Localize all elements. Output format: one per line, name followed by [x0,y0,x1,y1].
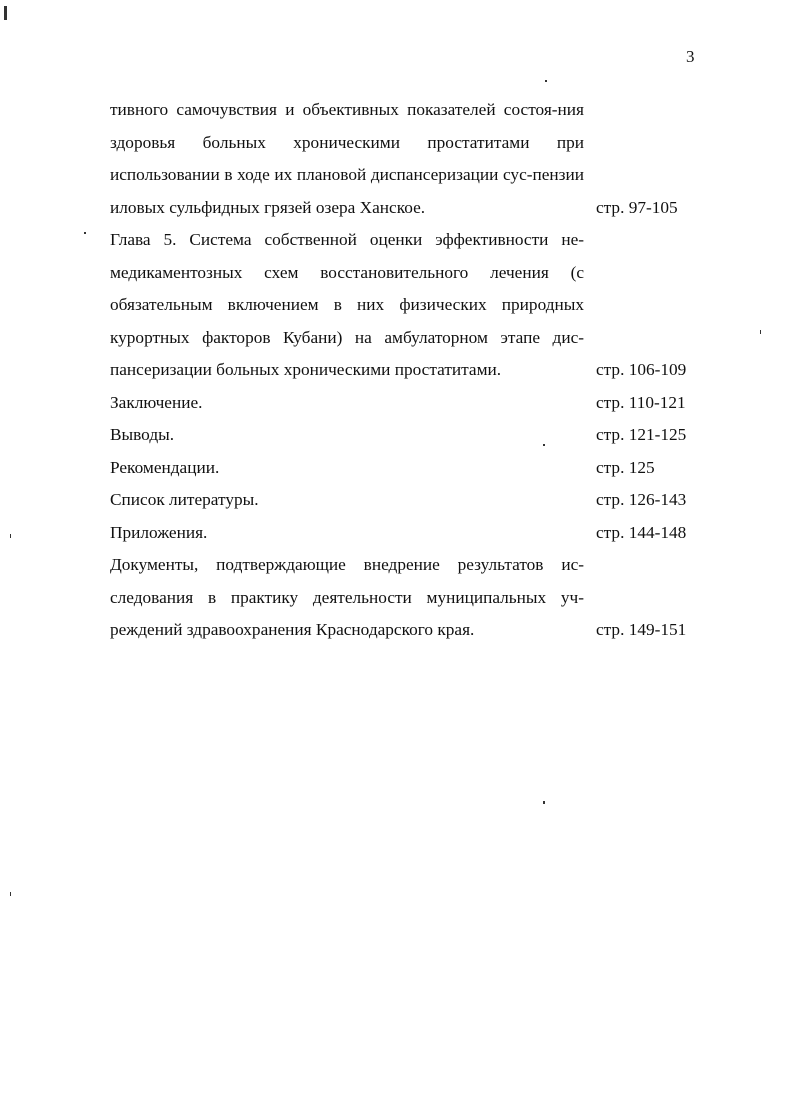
scan-artifact [84,232,86,234]
toc-entry-page: стр. 126-143 [596,490,687,509]
toc-entry-recommendations [110,452,697,485]
toc-entry-page: стр. 110-121 [596,392,686,412]
toc-entry-chapter4-end [110,94,697,224]
toc-entry-page: стр. 144-148 [596,522,687,542]
scan-artifact [10,892,11,896]
toc-entry-page: стр. 106-109 [596,360,687,379]
toc-entry-references [110,484,697,517]
toc-entry-text: Заключение. [110,392,203,412]
toc-entry-appendices [110,517,697,550]
scan-artifact [10,534,11,538]
scan-artifact [760,330,761,334]
scan-artifact [545,80,547,82]
toc-entry-conclusion [110,387,697,420]
toc-entry-text: Выводы. [110,425,175,444]
toc-entry-page: стр. 97-105 [596,197,678,217]
toc-entry-text: Документы, подтверждающие внедрение результатов ис-следования в практику деятельности муниципальных уч-реждений здравоохранения Краснодарского края. [110,555,584,639]
scan-artifact [4,6,7,20]
toc-entry-documents [110,549,697,647]
toc-entry-text: Список литературы. [110,490,259,509]
table-of-contents [110,94,697,647]
toc-entry-chapter5 [110,224,697,387]
toc-entry-text: Приложения. [110,522,208,542]
scan-artifact [543,444,545,446]
toc-entry-page: стр. 149-151 [596,620,687,639]
toc-entry-text: тивного самочувствия и объективных показателей состоя-ния здоровья больных хроническими простатитами при использовании в ходе их плановой диспансеризации сус-пензии иловых сульфидных грязей озера Ханское. [110,100,584,217]
toc-entry-findings [110,419,697,452]
page-number: 3 [686,47,695,66]
scan-artifact [543,801,545,804]
toc-entry-page: стр. 121-125 [596,425,687,444]
toc-entry-text: Рекомендации. [110,457,220,477]
toc-entry-text: Глава 5. Система собственной оценки эффективности не-медикаментозных схем восстановительного лечения (с обязательным включением в них физических природных курортных факторов Кубани) на амбулаторном этапе дис-пансеризации больных хроническими простатитами. [110,230,584,379]
toc-entry-page: стр. 125 [596,457,655,477]
